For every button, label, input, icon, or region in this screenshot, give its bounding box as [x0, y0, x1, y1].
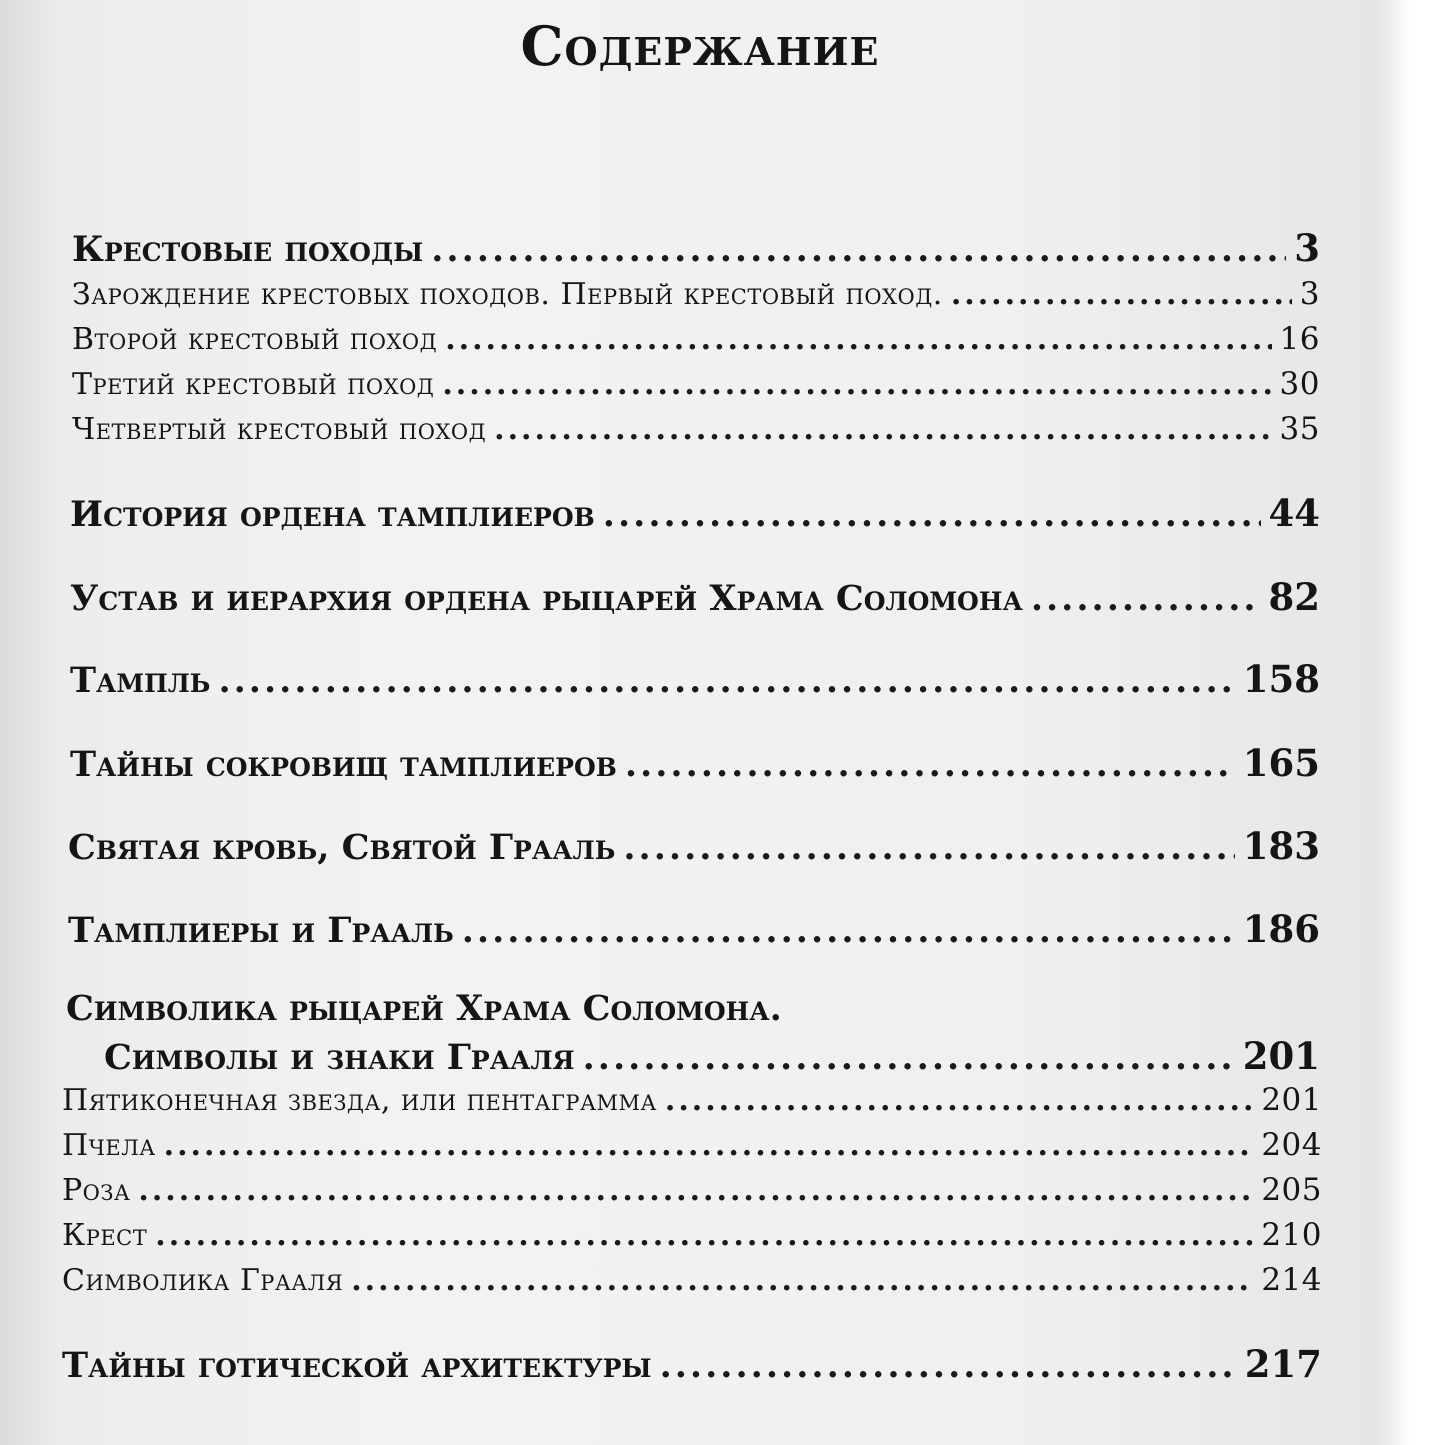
toc-entry-page: 82 [1268, 575, 1320, 619]
dot-leader [1031, 578, 1261, 619]
dot-leader [623, 827, 1234, 868]
toc-entry-label: Тамплиеры и Грааль [68, 910, 454, 951]
dot-leader [351, 1263, 1253, 1298]
toc-entry-label: Четвертый крестовый поход [72, 412, 487, 447]
dot-leader [625, 744, 1235, 785]
toc-entry-page: 186 [1242, 907, 1320, 951]
dot-leader [218, 660, 1234, 701]
toc-entry-page: 3 [1294, 226, 1320, 270]
toc-entry-page: 158 [1242, 657, 1320, 701]
toc-entry-page: 165 [1242, 741, 1320, 785]
toc-entry [70, 741, 1320, 785]
toc-entry-label-first-line [66, 988, 1066, 1029]
toc-entry-page: 35 [1279, 411, 1320, 447]
toc-entry [62, 1172, 1322, 1208]
toc-entry [62, 1127, 1322, 1163]
toc-entry [62, 1342, 1322, 1386]
toc-entry-label: Тайны сокровищ тамплиеров [70, 744, 617, 785]
toc-entry [70, 491, 1320, 535]
dot-leader [660, 1345, 1237, 1386]
toc-entry [72, 226, 1320, 270]
toc-entry-label: Устав и иерархия ордена рыцарей Храма Соломона [70, 578, 1023, 619]
toc-entry [104, 1034, 1320, 1078]
toc-entry-label: Тайны готической архитектуры [62, 1345, 652, 1386]
toc-entry [72, 411, 1320, 447]
dot-leader [431, 229, 1286, 270]
toc-entry [72, 321, 1320, 357]
dot-leader [462, 910, 1235, 951]
toc-entry-label: Святая кровь, Святой Грааль [68, 827, 616, 868]
toc-entry-label: Символика рыцарей Храма Соломона. [66, 988, 782, 1029]
toc-entry-label: Крестовые походы [72, 229, 424, 270]
toc-entry-label: Тампль [70, 660, 211, 701]
dot-leader [603, 494, 1261, 535]
toc-entry-page: 183 [1242, 824, 1320, 868]
toc-entry [68, 907, 1320, 951]
toc-entry-page: 205 [1261, 1172, 1322, 1208]
toc-entry-page: 16 [1279, 321, 1320, 357]
toc-entry [72, 276, 1320, 312]
toc-entry-page: 30 [1279, 366, 1320, 402]
toc-entry-page: 210 [1261, 1217, 1322, 1253]
toc-entry [68, 824, 1320, 868]
dot-leader [164, 1128, 1254, 1163]
toc-entry [70, 657, 1320, 701]
toc-entry-label: Роза [62, 1173, 131, 1208]
toc-entry-page: 44 [1268, 491, 1320, 535]
toc-entry [62, 1262, 1322, 1298]
toc-entry [70, 575, 1320, 619]
toc-entry-label-continued: Символы и знаки Грааля [104, 1037, 575, 1078]
page-title: Содержание [520, 14, 880, 78]
toc-entry-label: Зарождение крестовых походов. Первый крестовый поход. [72, 277, 943, 312]
toc-entry-label: Пятиконечная звезда, или пентаграмма [62, 1083, 657, 1118]
dot-leader [155, 1218, 1253, 1253]
toc-entry-page: 214 [1261, 1262, 1322, 1298]
dot-leader [583, 1037, 1235, 1078]
dot-leader [665, 1083, 1253, 1118]
toc-entry-label: Второй крестовый поход [72, 322, 438, 357]
dot-leader [442, 367, 1271, 402]
toc-entry-label: Символика Грааля [62, 1263, 344, 1298]
toc-entry-page: 204 [1261, 1127, 1322, 1163]
toc-entry-label: Крест [62, 1218, 148, 1253]
dot-leader [494, 412, 1271, 447]
dot-leader [951, 277, 1292, 312]
toc-entry [72, 366, 1320, 402]
toc-entry [62, 1082, 1322, 1118]
dot-leader [138, 1173, 1253, 1208]
toc-entry-label: Пчела [62, 1128, 156, 1163]
toc-entry-page: 217 [1244, 1342, 1322, 1386]
dot-leader [445, 322, 1271, 357]
toc-entry-page: 3 [1299, 276, 1320, 312]
toc-entry-page: 201 [1261, 1082, 1322, 1118]
toc-entry-label: Третий крестовый поход [72, 367, 435, 402]
toc-entry [62, 1217, 1322, 1253]
toc-entry-page: 201 [1242, 1034, 1320, 1078]
toc-entry-label: История ордена тамплиеров [70, 494, 595, 535]
